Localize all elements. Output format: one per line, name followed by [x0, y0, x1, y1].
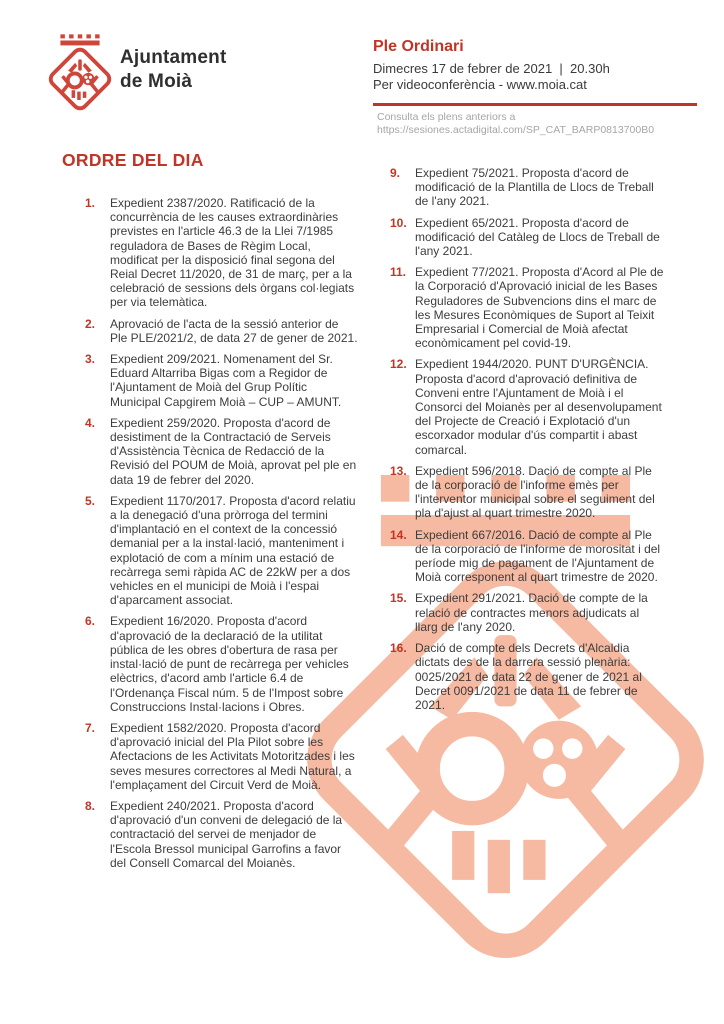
- agenda-item-text: Expedient 77/2021. Proposta d'Acord al Ple de la Corporació d'Aprovació inicial de les Bases Reguladores de Subvencions dins el marc de les Mesures Econòmiques de Suport al Teixit Empresarial i Comercial de Moià afectat econòmicament pel covid-19.: [415, 265, 664, 351]
- archive-note-text: Consulta els plens anteriors a: [377, 111, 516, 123]
- meeting-title: Ple Ordinari: [373, 38, 464, 55]
- agenda-item-text: Expedient 259/2020. Proposta d'acord de desistiment de la Contractació de Serveis d'Assistència Tècnica de Redacció de la Revisió del POUM de Moià, aprovat pel ple en data 19 de febrer del 2020.: [110, 415, 357, 487]
- agenda-item: [85, 416, 359, 487]
- agenda-item-number: 14.: [390, 527, 407, 542]
- agenda-item-text: Expedient 1582/2020. Proposta d'acord d'aprovació inicial del Pla Pilot sobre les Afectacions de les Activitats Motoritzades i les seves mesures correctores al Medi Natural, a l'emplaçament del Circuit Verd de Moià.: [110, 720, 355, 792]
- meeting-mode: Per videoconferència - www.moia.cat: [373, 77, 587, 92]
- agenda-item-number: 3.: [85, 352, 96, 367]
- agenda-item: [85, 352, 359, 409]
- agenda-item: [85, 799, 359, 870]
- brand-name: [120, 46, 227, 94]
- agenda-item: [390, 216, 664, 259]
- agenda-item-number: 9.: [390, 166, 401, 180]
- agenda-item-number: 7.: [85, 720, 96, 735]
- archive-url[interactable]: https://sesiones.actadigital.com/SP_CAT_BARP0813700B0: [377, 124, 655, 136]
- agenda-column-left: [85, 196, 359, 877]
- agenda-item-number: 11.: [390, 265, 407, 280]
- agenda-item-number: 10.: [390, 215, 407, 230]
- divider-rule: [373, 103, 697, 106]
- agenda-item: [85, 721, 359, 792]
- agenda-item-text: Expedient 209/2021. Nomenament del Sr. Eduard Altarriba Bigas com a Regidor de l'Ajuntament de Moià del Grup Polític Municipal Capgirem Moià – CUP – AMUNT.: [110, 352, 342, 409]
- agenda-item-text: Expedient 667/2016. Dació de compte al Ple de la corporació de l'informe de morositat i del període mig de pagament de l'Ajuntament de Moià corresponent al quart trimestre de 2020.: [415, 527, 661, 585]
- agenda-item: [85, 317, 359, 345]
- agenda-item: [390, 464, 664, 521]
- agenda-item-number: 4.: [85, 415, 96, 430]
- agenda-item-text: Expedient 240/2021. Proposta d'acord d'aprovació d'un conveni de delegació de la contractació del servei de menjador de l'Escola Bressol municipal Garrofins a favor del Consell Comarcal del Moianès.: [110, 798, 343, 870]
- meeting-date: Dimecres 17 de febrer de 2021 | 20.30h: [373, 61, 610, 76]
- agenda-item: [390, 591, 664, 634]
- agenda-item: [85, 494, 359, 608]
- agenda-item-text: Expedient 2387/2020. Ratificació de la concurrència de les causes extraordinàries previstes en l'article 46.3 de la Llei 7/1985 reguladora de Bases de Règim Local, modificat per la disposició final segona del Reial Decret 11/2020, de 31 de març, per a la celebració de sessions dels òrgans col·legiats per via telemàtica.: [110, 196, 355, 310]
- agenda-item-number: 8.: [85, 798, 96, 813]
- agenda-item-number: 12.: [390, 357, 407, 372]
- agenda-item-text: Expedient 596/2018. Dació de compte al Ple de la corporació de l'informe emès per l'interventor municipal sobre el seguiment del pla d'ajust al quart trimestre 2020.: [415, 463, 655, 521]
- brand-line2: de Moià: [120, 71, 193, 92]
- archive-note: [377, 111, 654, 137]
- meeting-header: [373, 38, 610, 93]
- agenda-item-text: Expedient 291/2021. Dació de compte de la relació de contractes menors adjudicats al llarg de l'any 2020.: [415, 591, 648, 634]
- agenda-item-number: 15.: [390, 591, 407, 606]
- agenda-item-text: Expedient 1944/2020. PUNT D'URGÈNCIA. Proposta d'acord d'aprovació definitiva de Conveni entre l'Ajuntament de Moià i el Consorci del Moianès per al desenvolupament del Projecte de Creació i Explotació d'un escorxador modular d'ús compartit i abast comarcal.: [415, 357, 662, 457]
- page-title: ORDRE DEL DIA: [62, 150, 204, 170]
- agenda-item: [85, 614, 359, 713]
- moia-coat-of-arms-icon: [45, 34, 115, 117]
- agenda-item: [390, 265, 664, 350]
- agenda-item: [390, 357, 664, 456]
- agenda-item-number: 5.: [85, 493, 96, 508]
- agenda-item: [390, 641, 664, 712]
- agenda-item: [390, 528, 664, 585]
- agenda-item: [390, 166, 664, 209]
- agenda-item-text: Aprovació de l'acta de la sessió anterior de Ple PLE/2021/2, de data 27 de gener de 2021.: [110, 316, 358, 345]
- agenda-item-number: 1.: [85, 196, 96, 210]
- agenda-item-number: 6.: [85, 614, 96, 629]
- agenda-item-text: Expedient 75/2021. Proposta d'acord de modificació de la Plantilla de Llocs de Treball de l'any 2021.: [415, 166, 654, 209]
- agenda-item-text: Expedient 16/2020. Proposta d'acord d'aprovació de la declaració de la utilitat pública de les obres d'obertura de rasa per instal·lació de punt de recàrrega per vehicles elèctrics, d'acord amb l'article 6.4 de l'Ordenança Fiscal núm. 5 de l'Impost sobre Construccions Instal·lacions i Obres.: [110, 614, 349, 714]
- agenda-item: [85, 196, 359, 310]
- agenda-item-number: 2.: [85, 316, 96, 331]
- agenda-item-text: Expedient 1170/2017. Proposta d'acord relatiu a la denegació d'una pròrroga del termini d'implantació en el context de la concessió demanial per a la instal·lació, manteniment i explotació de com a mínim una estació de recàrrega semi ràpida AC de 22kW per a dos vehicles en el municipi de Moià i l'espai d'aparcament associat.: [110, 493, 356, 608]
- agenda-column-right: [390, 166, 664, 719]
- agenda-item-text: Dació de compte dels Decrets d'Alcaldia dictats des de la darrera sessió plenària: 0025/2021 de data 22 de gener de 2021 al Decret 0091/2021 de data 11 de febrer de 2021.: [415, 641, 642, 712]
- agenda-item-number: 16.: [390, 641, 407, 656]
- agenda-item-text: Expedient 65/2021. Proposta d'acord de modificació del Catàleg de Llocs de Treball de l'any 2021.: [415, 215, 660, 259]
- brand-line1: Ajuntament: [120, 47, 227, 68]
- agenda-item-number: 13.: [390, 463, 407, 478]
